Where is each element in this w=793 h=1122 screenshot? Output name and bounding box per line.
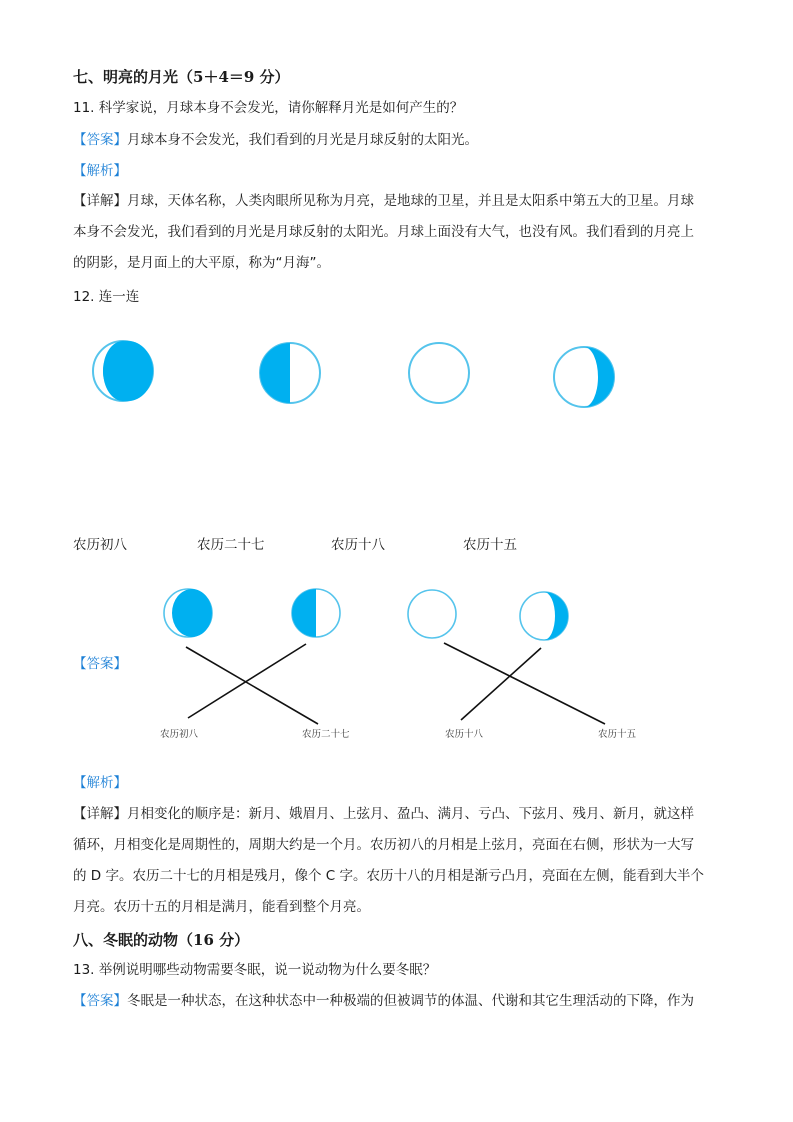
- answer-tag-12: 【答案】: [73, 656, 127, 672]
- detail-12-line-4: 月亮。农历十五的月相是满月，能看到整个月亮。: [73, 899, 370, 915]
- answer-tag: 【答案】: [73, 132, 127, 148]
- answer-text: 冬眠是一种状态，在这种状态中一种极端的但被调节的体温、代谢和其它生理活动的下降，作为: [127, 993, 694, 1009]
- label-ershiqi: 农历二十七: [197, 537, 265, 553]
- detail-11-line-3: 的阴影，是月面上的大平原，称为“月海”。: [73, 255, 330, 271]
- label-shiwu: 农历十五: [463, 537, 517, 553]
- answer-label-shiba: 农历十八: [445, 729, 484, 740]
- analysis-tag: 【解析】: [73, 163, 127, 179]
- section-heading-8: 八、冬眠的动物（16 分）: [73, 931, 250, 949]
- moon-icon-gibbous: [93, 341, 153, 401]
- detail-text: 月球，天体名称，人类肉眼所见称为月亮，是地球的卫星，并且是太阳系中第五大的卫星。月球: [127, 193, 694, 209]
- answer-label-shiwu: 农历十五: [598, 729, 637, 740]
- label-chuba: 农历初八: [73, 537, 127, 553]
- answer-moon-icon-gibbous: [164, 589, 212, 637]
- moon-icon-outline: [409, 343, 469, 403]
- detail-tag: 【详解】: [73, 806, 127, 822]
- detail-11-line-2: 本身不会发光，我们看到的月光是月球反射的太阳光。月球上面没有大气，也没有风。我们看到的月亮上: [73, 224, 694, 240]
- detail-text: 月相变化的顺序是：新月、娥眉月、上弦月、盈凸、满月、亏凸、下弦月、残月、新月，就这样: [127, 806, 694, 822]
- section-heading-7: 七、明亮的月光（5＋4＝9 分）: [73, 68, 290, 86]
- connect-line-1: [186, 647, 318, 724]
- answer-moon-icon-half: [292, 589, 340, 637]
- connect-line-4: [461, 648, 541, 720]
- answer-moon-icon-crescent: [520, 592, 568, 640]
- question-11: 11. 科学家说，月球本身不会发光，请你解释月光是如何产生的？: [73, 100, 464, 116]
- detail-12-line-2: 循环，月相变化是周期性的，周期大约是一个月。农历初八的月相是上弦月，亮面在右侧，形状为一大写: [73, 837, 694, 853]
- connect-line-3: [444, 643, 605, 724]
- question-13: 13. 举例说明哪些动物需要冬眠，说一说动物为什么要冬眠？: [73, 962, 437, 978]
- answer-label-chuba: 农历初八: [160, 729, 199, 740]
- detail-12-line-3: 的 D 字。农历二十七的月相是残月，像个 C 字。农历十八的月相是渐亏凸月，亮面在左侧，能看到大半个: [73, 868, 704, 884]
- answer-label-ershiqi: 农历二十七: [302, 729, 350, 740]
- answer-text: 月球本身不会发光，我们看到的月光是月球反射的太阳光。: [127, 132, 478, 148]
- answer-moon-icon-outline: [408, 590, 456, 638]
- answer-13: [73, 991, 694, 1011]
- answer-tag: 【答案】: [73, 993, 127, 1009]
- moon-icon-half: [260, 343, 320, 403]
- detail-tag: 【详解】: [73, 193, 127, 209]
- question-12: 12. 连一连: [73, 289, 140, 305]
- label-shiba: 农历十八: [331, 537, 385, 553]
- analysis-tag-12: 【解析】: [73, 775, 127, 791]
- detail-12-line-1: [73, 804, 694, 824]
- moon-icon-crescent: [554, 347, 614, 407]
